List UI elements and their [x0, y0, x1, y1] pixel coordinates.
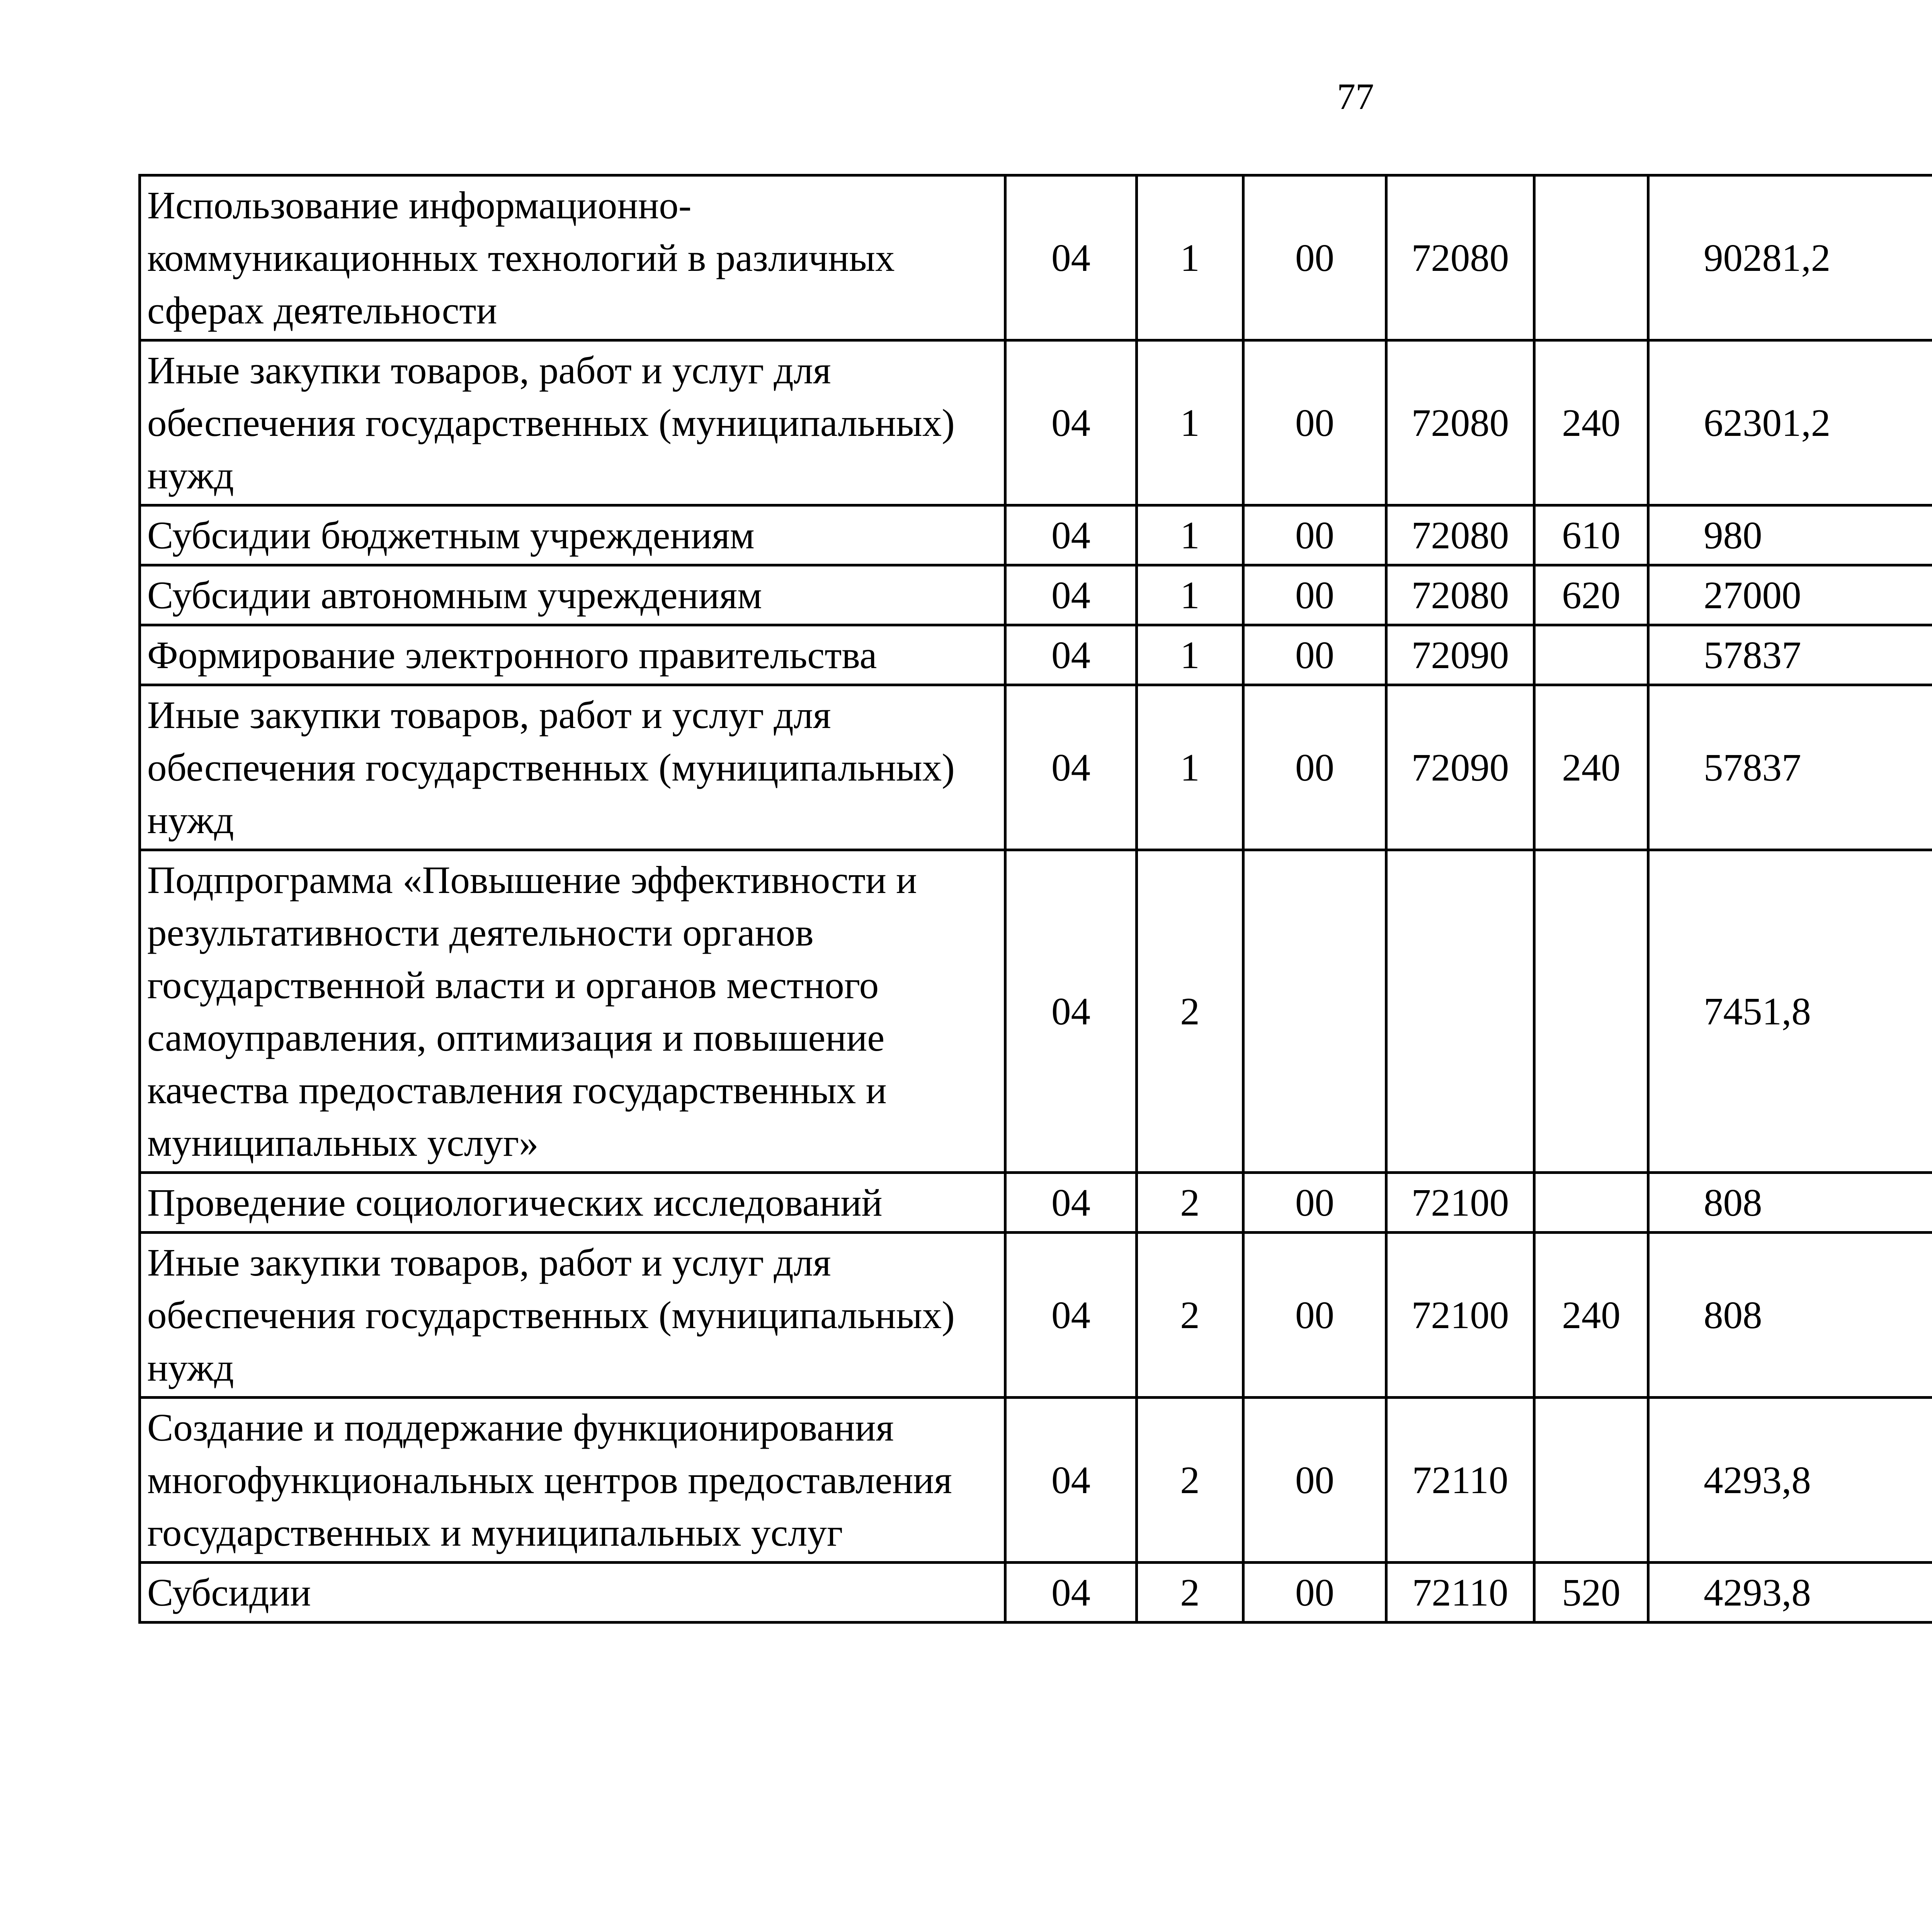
amount-year-1: 57837 [1648, 625, 1932, 685]
row-name: Создание и поддержание функционирования многофункциональных центров предоставления государственных и муниципальных услуг [140, 1398, 1005, 1563]
page-number: 77 [1337, 76, 1374, 117]
direction-code: 72090 [1386, 685, 1534, 850]
table-row [140, 625, 1932, 685]
table-row [140, 1563, 1932, 1623]
group-code: 00 [1243, 1173, 1386, 1233]
expense-type-code: 520 [1534, 1563, 1648, 1623]
group-code: 00 [1243, 1398, 1386, 1563]
section-code: 04 [1005, 625, 1137, 685]
expense-type-code: 620 [1534, 565, 1648, 625]
group-code: 00 [1243, 1563, 1386, 1623]
direction-code: 72080 [1386, 565, 1534, 625]
section-code: 04 [1005, 1173, 1137, 1233]
direction-code: 72090 [1386, 625, 1534, 685]
table-row [140, 1398, 1932, 1563]
section-code: 04 [1005, 565, 1137, 625]
subprogram-code: 1 [1137, 625, 1243, 685]
group-code: 00 [1243, 685, 1386, 850]
amount-year-1: 57837 [1648, 685, 1932, 850]
amount-year-1: 7451,8 [1648, 850, 1932, 1173]
group-code: 00 [1243, 175, 1386, 340]
section-code: 04 [1005, 340, 1137, 505]
group-code: 00 [1243, 340, 1386, 505]
section-code: 04 [1005, 1398, 1137, 1563]
group-code: 00 [1243, 625, 1386, 685]
expense-type-code [1534, 850, 1648, 1173]
section-code: 04 [1005, 505, 1137, 565]
row-name: Субсидии бюджетным учреждениям [140, 505, 1005, 565]
direction-code: 72080 [1386, 340, 1534, 505]
table-row [140, 685, 1932, 850]
amount-year-1: 62301,2 [1648, 340, 1932, 505]
row-name: Проведение социологических исследований [140, 1173, 1005, 1233]
expense-type-code: 240 [1534, 340, 1648, 505]
table-body [140, 175, 1932, 1623]
subprogram-code: 2 [1137, 1563, 1243, 1623]
subprogram-code: 1 [1137, 565, 1243, 625]
section-code: 04 [1005, 1233, 1137, 1398]
expense-type-code [1534, 1398, 1648, 1563]
amount-year-1: 27000 [1648, 565, 1932, 625]
direction-code [1386, 850, 1534, 1173]
section-code: 04 [1005, 1563, 1137, 1623]
expense-type-code: 240 [1534, 685, 1648, 850]
amount-year-1: 808 [1648, 1173, 1932, 1233]
budget-table [138, 174, 1932, 1624]
row-name: Субсидии автономным учреждениям [140, 565, 1005, 625]
direction-code: 72080 [1386, 505, 1534, 565]
table-row [140, 1233, 1932, 1398]
direction-code: 72100 [1386, 1173, 1534, 1233]
table-row [140, 565, 1932, 625]
row-name: Иные закупки товаров, работ и услуг для обеспечения государственных (муниципальных) нужд [140, 685, 1005, 850]
expense-type-code [1534, 625, 1648, 685]
group-code: 00 [1243, 1233, 1386, 1398]
group-code: 00 [1243, 565, 1386, 625]
amount-year-1: 4293,8 [1648, 1563, 1932, 1623]
table-row [140, 340, 1932, 505]
expense-type-code [1534, 175, 1648, 340]
row-name: Формирование электронного правительства [140, 625, 1005, 685]
amount-year-1: 90281,2 [1648, 175, 1932, 340]
table-row [140, 505, 1932, 565]
table-row [140, 850, 1932, 1173]
direction-code: 72100 [1386, 1233, 1534, 1398]
subprogram-code: 1 [1137, 685, 1243, 850]
table-row [140, 1173, 1932, 1233]
row-name: Использование информационно-коммуникационных технологий в различных сферах деятельности [140, 175, 1005, 340]
expense-type-code: 240 [1534, 1233, 1648, 1398]
amount-year-1: 808 [1648, 1233, 1932, 1398]
subprogram-code: 2 [1137, 850, 1243, 1173]
table-row [140, 175, 1932, 340]
subprogram-code: 2 [1137, 1398, 1243, 1563]
direction-code: 72110 [1386, 1398, 1534, 1563]
direction-code: 72080 [1386, 175, 1534, 340]
group-code: 00 [1243, 505, 1386, 565]
subprogram-code: 1 [1137, 505, 1243, 565]
expense-type-code [1534, 1173, 1648, 1233]
section-code: 04 [1005, 175, 1137, 340]
subprogram-code: 2 [1137, 1233, 1243, 1398]
amount-year-1: 4293,8 [1648, 1398, 1932, 1563]
section-code: 04 [1005, 685, 1137, 850]
amount-year-1: 980 [1648, 505, 1932, 565]
subprogram-code: 1 [1137, 340, 1243, 505]
subprogram-code: 1 [1137, 175, 1243, 340]
direction-code: 72110 [1386, 1563, 1534, 1623]
row-name: Субсидии [140, 1563, 1005, 1623]
group-code [1243, 850, 1386, 1173]
expense-type-code: 610 [1534, 505, 1648, 565]
row-name: Подпрограмма «Повышение эффективности и результативности деятельности органов государственной власти и органов местного самоуправления, оптимизация и повышение качества предоставления государственных и муниципальных услуг» [140, 850, 1005, 1173]
section-code: 04 [1005, 850, 1137, 1173]
row-name: Иные закупки товаров, работ и услуг для обеспечения государственных (муниципальных) нужд [140, 1233, 1005, 1398]
row-name: Иные закупки товаров, работ и услуг для обеспечения государственных (муниципальных) нужд [140, 340, 1005, 505]
subprogram-code: 2 [1137, 1173, 1243, 1233]
